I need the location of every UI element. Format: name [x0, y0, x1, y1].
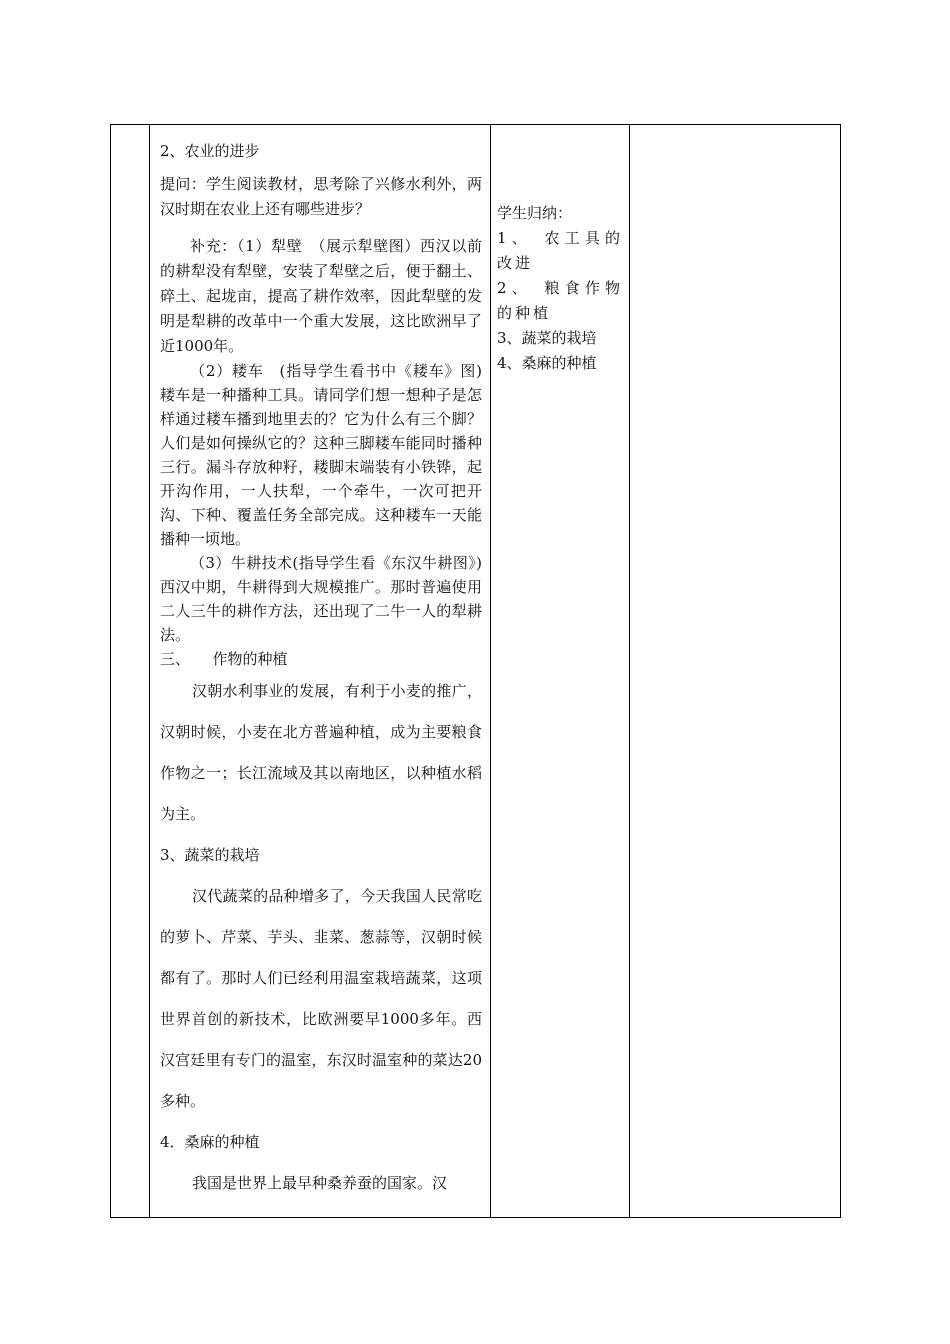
- section-heading-crops: 三、 作物的种植: [160, 650, 288, 668]
- blank-column: [111, 125, 150, 1218]
- summary-item-mulberry: 4、桑麻的种植: [497, 354, 597, 372]
- lesson-plan-table: [110, 124, 841, 1218]
- notes-column: [630, 125, 841, 1218]
- student-activity-cell: [491, 125, 630, 1218]
- summary-title: 学生归纳：: [497, 204, 573, 222]
- teaching-content-cell: [150, 125, 491, 1218]
- crops-paragraph: 汉朝水利事业的发展，有利于小麦的推广，汉朝时候，小麦在北方普遍种植，成为主要粮食作物之一；长江流域及其以南地区，以种植水稻为主。: [160, 682, 482, 823]
- question-paragraph: 提问：学生阅读教材，思考除了兴修水利外，两汉时期在农业上还有哪些进步？: [160, 175, 482, 218]
- supplement-seeder-paragraph: （2）耧车 (指导学生看书中《耧车》图) 耧车是一种播种工具。请同学们想一想种子是怎样通过耧车播到地里去的？它为什么有三个脚？人们是如何操纵它的？这种三脚耧车能同时播种三行。漏斗存放种籽，耧脚末端装有小铁铧，起开沟作用，一人扶犁，一个牵牛，一次可把开沟、下种、覆盖任务全部完成。这种耧车一天能播种一顷地。: [160, 362, 482, 548]
- summary-item-grain: 2、 粮食作物的种植: [497, 279, 623, 322]
- summary-item-tools: 1、 农工具的改进: [497, 229, 623, 272]
- section-heading-agriculture: 2、农业的进步: [160, 142, 260, 160]
- summary-item-vegetables: 3、蔬菜的栽培: [497, 329, 597, 347]
- mulberry-paragraph: 我国是世界上最早种桑养蚕的国家。汉: [192, 1174, 448, 1192]
- vegetable-heading: 3、蔬菜的栽培: [160, 846, 260, 864]
- vegetable-paragraph: 汉代蔬菜的品种增多了，今天我国人民常吃的萝卜、芹菜、芋头、韭菜、葱蒜等，汉朝时候都有了。那时人们已经利用温室栽培蔬菜，这项世界首创的新技术，比欧洲要早1000多年。西汉宫廷里有专门的温室，东汉时温室种的菜达20多种。: [160, 887, 482, 1110]
- supplement-ox-plowing-paragraph: （3）牛耕技术(指导学生看《东汉牛耕图》)西汉中期，牛耕得到大规模推广。那时普遍使用二人三牛的耕作方法，还出现了二牛一人的犁耕法。: [160, 554, 482, 644]
- supplement-plow-paragraph: 补充：（1）犁壁 （展示犁壁图）西汉以前的耕犁没有犁壁，安装了犁壁之后，便于翻土、碎土、起垅亩，提高了耕作效率，因此犁壁的发明是犁耕的改革中一个重大发展，这比欧洲早了近1000年。: [160, 237, 482, 355]
- mulberry-heading: 4．桑麻的种植: [160, 1133, 260, 1151]
